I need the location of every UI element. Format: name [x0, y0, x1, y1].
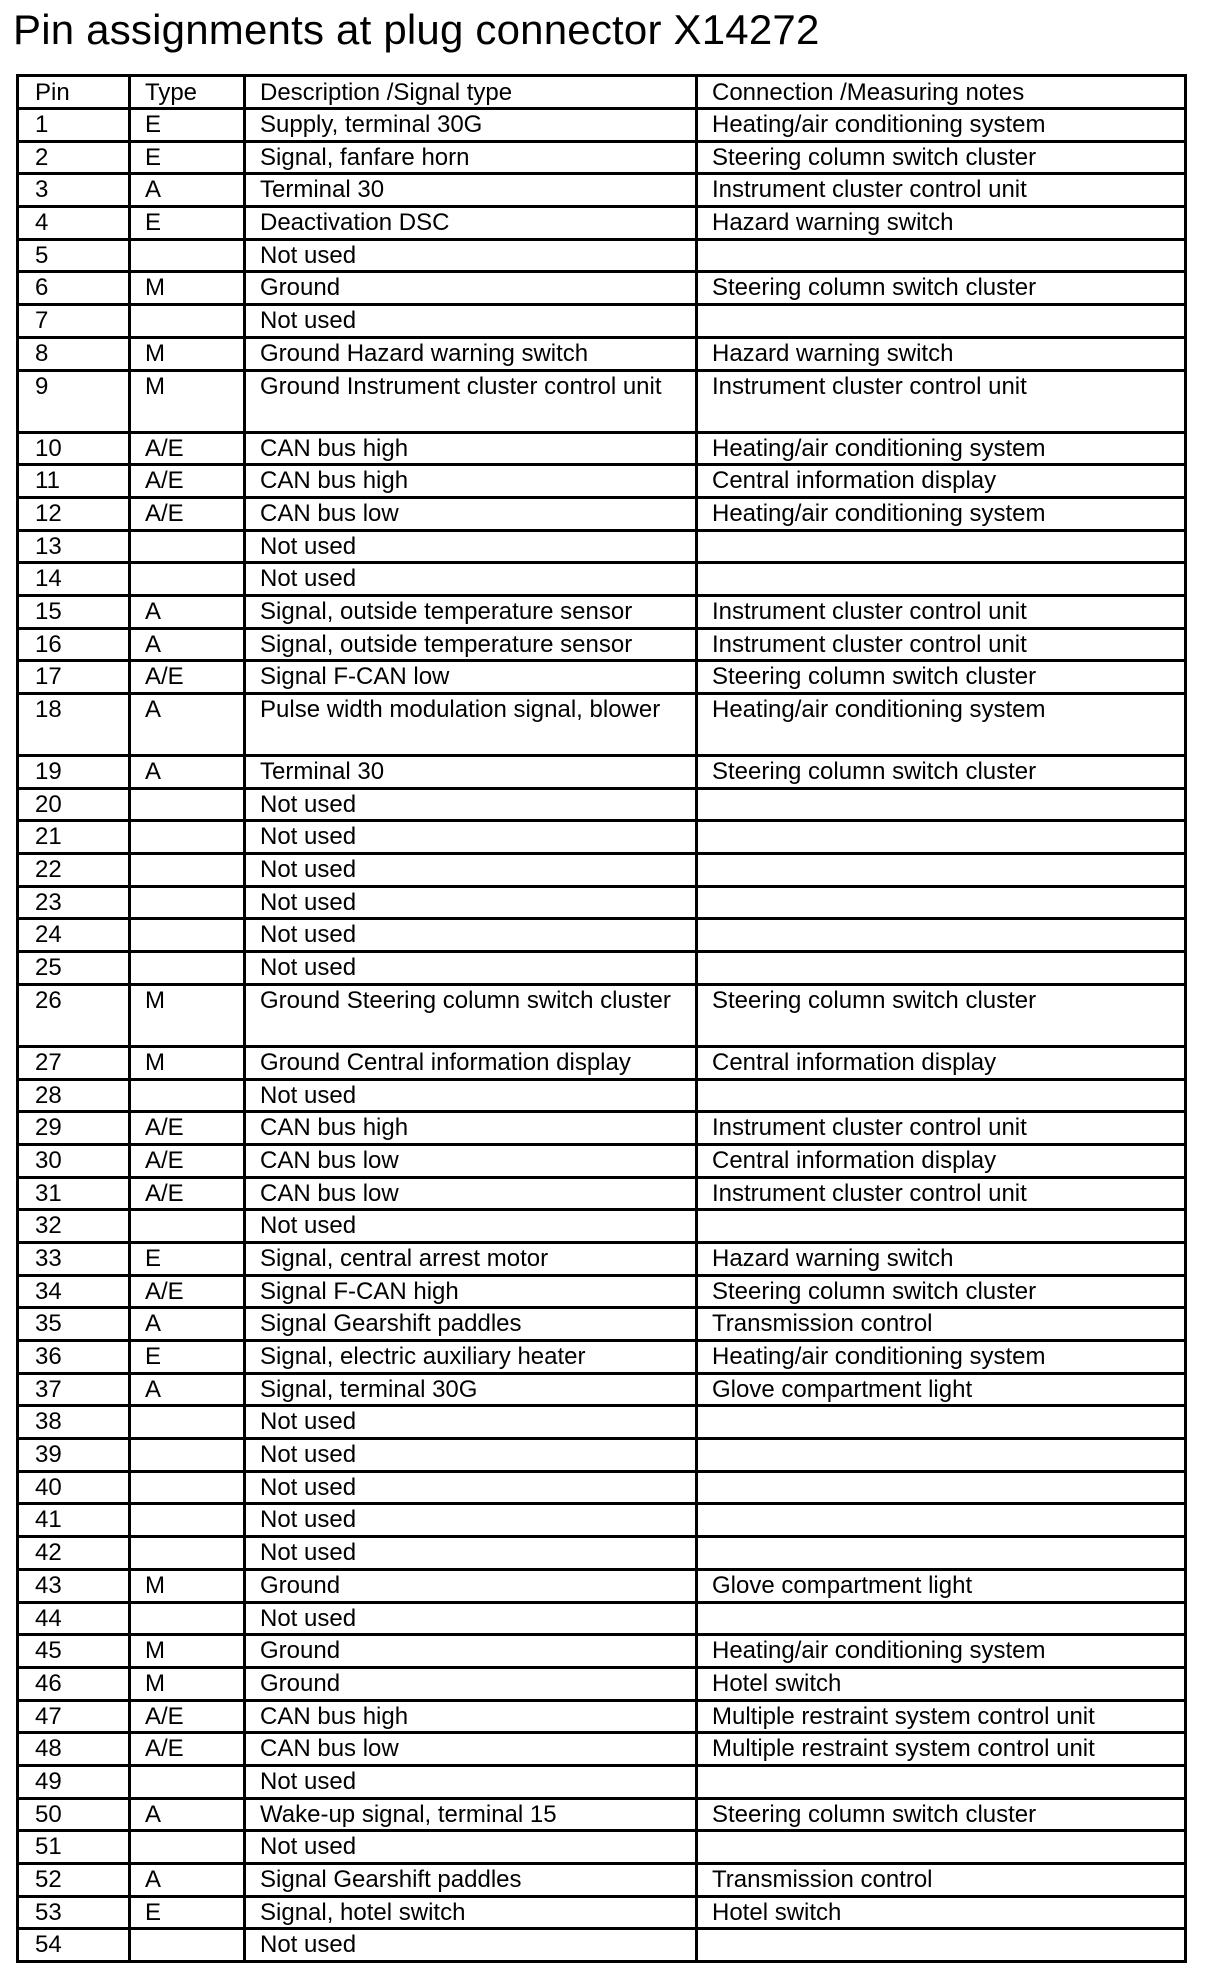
- table-row: [18, 984, 1186, 1046]
- cell-connection: Steering column switch cluster: [697, 1798, 1186, 1831]
- table-row: [18, 854, 1186, 887]
- cell-pin: 14: [18, 563, 130, 596]
- cell-connection: Glove compartment light: [697, 1373, 1186, 1406]
- cell-description: Terminal 30: [245, 756, 697, 789]
- cell-type: [130, 1504, 245, 1537]
- cell-pin: 28: [18, 1079, 130, 1112]
- cell-type: [130, 1406, 245, 1439]
- cell-connection: Glove compartment light: [697, 1569, 1186, 1602]
- column-header-description: Description /Signal type: [245, 76, 697, 109]
- cell-pin: 7: [18, 305, 130, 338]
- table-row: [18, 1275, 1186, 1308]
- cell-pin: 4: [18, 207, 130, 240]
- cell-pin: 3: [18, 174, 130, 207]
- cell-connection: [697, 1831, 1186, 1864]
- cell-connection: Instrument cluster control unit: [697, 628, 1186, 661]
- cell-description: Signal, fanfare horn: [245, 141, 697, 174]
- cell-connection: [697, 1602, 1186, 1635]
- cell-pin: 16: [18, 628, 130, 661]
- table-row: [18, 661, 1186, 694]
- table-row: [18, 919, 1186, 952]
- table-row: [18, 1177, 1186, 1210]
- cell-type: M: [130, 337, 245, 370]
- cell-connection: Central information display: [697, 1046, 1186, 1079]
- cell-type: E: [130, 207, 245, 240]
- cell-pin: 49: [18, 1765, 130, 1798]
- table-row: [18, 174, 1186, 207]
- cell-type: M: [130, 1569, 245, 1602]
- cell-connection: [697, 1929, 1186, 1962]
- cell-description: Not used: [245, 1471, 697, 1504]
- cell-pin: 11: [18, 465, 130, 498]
- cell-description: Not used: [245, 1079, 697, 1112]
- cell-connection: [697, 1765, 1186, 1798]
- cell-type: E: [130, 109, 245, 142]
- table-row: [18, 337, 1186, 370]
- pin-rows: [18, 109, 1186, 1962]
- cell-type: A: [130, 1373, 245, 1406]
- table-row: [18, 628, 1186, 661]
- cell-type: A/E: [130, 497, 245, 530]
- table-row: [18, 1537, 1186, 1570]
- cell-connection: Hazard warning switch: [697, 1242, 1186, 1275]
- cell-connection: [697, 1210, 1186, 1243]
- cell-connection: Instrument cluster control unit: [697, 595, 1186, 628]
- cell-type: A/E: [130, 1112, 245, 1145]
- cell-pin: 9: [18, 370, 130, 432]
- cell-description: Signal Gearshift paddles: [245, 1308, 697, 1341]
- table-row: [18, 1144, 1186, 1177]
- cell-type: M: [130, 1635, 245, 1668]
- cell-description: Not used: [245, 788, 697, 821]
- cell-connection: [697, 305, 1186, 338]
- cell-pin: 50: [18, 1798, 130, 1831]
- table-row: [18, 1569, 1186, 1602]
- cell-pin: 27: [18, 1046, 130, 1079]
- table-row: [18, 239, 1186, 272]
- table-row: [18, 1831, 1186, 1864]
- cell-type: M: [130, 1046, 245, 1079]
- cell-connection: Heating/air conditioning system: [697, 1635, 1186, 1668]
- cell-connection: [697, 952, 1186, 985]
- cell-description: Ground Steering column switch cluster: [245, 984, 697, 1046]
- cell-description: Signal F-CAN high: [245, 1275, 697, 1308]
- cell-connection: [697, 530, 1186, 563]
- table-header-row: [18, 76, 1186, 109]
- cell-connection: [697, 854, 1186, 887]
- cell-description: Not used: [245, 854, 697, 887]
- cell-description: CAN bus high: [245, 1700, 697, 1733]
- table-row: [18, 109, 1186, 142]
- cell-connection: [697, 1406, 1186, 1439]
- cell-connection: Steering column switch cluster: [697, 272, 1186, 305]
- cell-description: Not used: [245, 239, 697, 272]
- cell-connection: Multiple restraint system control unit: [697, 1700, 1186, 1733]
- cell-connection: [697, 886, 1186, 919]
- table-row: [18, 1308, 1186, 1341]
- cell-type: [130, 1831, 245, 1864]
- cell-type: A/E: [130, 661, 245, 694]
- cell-pin: 38: [18, 1406, 130, 1439]
- cell-pin: 20: [18, 788, 130, 821]
- cell-description: CAN bus high: [245, 432, 697, 465]
- cell-type: A/E: [130, 1177, 245, 1210]
- table-row: [18, 1112, 1186, 1145]
- cell-pin: 39: [18, 1439, 130, 1472]
- cell-type: [130, 1765, 245, 1798]
- cell-type: A/E: [130, 465, 245, 498]
- cell-pin: 26: [18, 984, 130, 1046]
- cell-pin: 35: [18, 1308, 130, 1341]
- cell-type: [130, 1602, 245, 1635]
- cell-connection: Heating/air conditioning system: [697, 432, 1186, 465]
- cell-pin: 21: [18, 821, 130, 854]
- cell-pin: 1: [18, 109, 130, 142]
- cell-type: [130, 886, 245, 919]
- cell-pin: 40: [18, 1471, 130, 1504]
- cell-description: Not used: [245, 919, 697, 952]
- cell-description: CAN bus low: [245, 497, 697, 530]
- cell-type: A: [130, 756, 245, 789]
- table-row: [18, 141, 1186, 174]
- cell-pin: 44: [18, 1602, 130, 1635]
- cell-type: [130, 530, 245, 563]
- cell-type: [130, 854, 245, 887]
- table-row: [18, 1635, 1186, 1668]
- cell-description: Ground: [245, 1635, 697, 1668]
- cell-pin: 5: [18, 239, 130, 272]
- cell-description: Not used: [245, 563, 697, 596]
- table-row: [18, 1864, 1186, 1897]
- cell-pin: 12: [18, 497, 130, 530]
- cell-connection: Steering column switch cluster: [697, 1275, 1186, 1308]
- cell-type: A/E: [130, 1144, 245, 1177]
- cell-type: [130, 821, 245, 854]
- table-row: [18, 530, 1186, 563]
- cell-pin: 24: [18, 919, 130, 952]
- cell-description: Ground: [245, 1569, 697, 1602]
- cell-pin: 23: [18, 886, 130, 919]
- cell-type: [130, 919, 245, 952]
- cell-type: E: [130, 1242, 245, 1275]
- cell-description: Ground: [245, 272, 697, 305]
- cell-description: Ground: [245, 1667, 697, 1700]
- cell-type: A/E: [130, 1700, 245, 1733]
- table-row: [18, 1798, 1186, 1831]
- cell-type: A: [130, 1864, 245, 1897]
- cell-pin: 22: [18, 854, 130, 887]
- cell-pin: 25: [18, 952, 130, 985]
- cell-description: Signal, outside temperature sensor: [245, 628, 697, 661]
- cell-description: Not used: [245, 1831, 697, 1864]
- cell-connection: Heating/air conditioning system: [697, 109, 1186, 142]
- cell-pin: 51: [18, 1831, 130, 1864]
- table-row: [18, 305, 1186, 338]
- cell-description: Pulse width modulation signal, blower: [245, 694, 697, 756]
- cell-description: Signal, outside temperature sensor: [245, 595, 697, 628]
- cell-description: Not used: [245, 821, 697, 854]
- cell-description: Deactivation DSC: [245, 207, 697, 240]
- cell-type: [130, 1471, 245, 1504]
- cell-connection: Hotel switch: [697, 1667, 1186, 1700]
- table-row: [18, 465, 1186, 498]
- cell-connection: Central information display: [697, 465, 1186, 498]
- cell-connection: [697, 788, 1186, 821]
- column-header-pin: Pin: [18, 76, 130, 109]
- cell-connection: [697, 1471, 1186, 1504]
- cell-description: Not used: [245, 1439, 697, 1472]
- cell-pin: 10: [18, 432, 130, 465]
- page-title: Pin assignments at plug connector X14272: [13, 6, 820, 53]
- cell-connection: [697, 563, 1186, 596]
- cell-connection: Instrument cluster control unit: [697, 174, 1186, 207]
- cell-type: E: [130, 141, 245, 174]
- cell-type: A: [130, 595, 245, 628]
- column-header-connection: Connection /Measuring notes: [697, 76, 1186, 109]
- cell-type: A: [130, 694, 245, 756]
- table-row: [18, 1242, 1186, 1275]
- cell-type: A: [130, 1308, 245, 1341]
- cell-description: Not used: [245, 1929, 697, 1962]
- cell-connection: Heating/air conditioning system: [697, 1341, 1186, 1374]
- cell-type: [130, 1537, 245, 1570]
- table-row: [18, 370, 1186, 432]
- cell-type: [130, 1439, 245, 1472]
- cell-pin: 42: [18, 1537, 130, 1570]
- table-row: [18, 497, 1186, 530]
- cell-type: M: [130, 370, 245, 432]
- cell-description: Not used: [245, 305, 697, 338]
- cell-pin: 33: [18, 1242, 130, 1275]
- cell-pin: 45: [18, 1635, 130, 1668]
- table-row: [18, 207, 1186, 240]
- cell-type: [130, 952, 245, 985]
- cell-description: Not used: [245, 1537, 697, 1570]
- pin-assignment-table: [16, 74, 1187, 1963]
- table-row: [18, 952, 1186, 985]
- cell-connection: Central information display: [697, 1144, 1186, 1177]
- table-row: [18, 1406, 1186, 1439]
- cell-pin: 53: [18, 1896, 130, 1929]
- table-row: [18, 1700, 1186, 1733]
- cell-connection: Steering column switch cluster: [697, 984, 1186, 1046]
- cell-type: [130, 563, 245, 596]
- cell-connection: Hotel switch: [697, 1896, 1186, 1929]
- cell-description: Signal, hotel switch: [245, 1896, 697, 1929]
- cell-connection: Instrument cluster control unit: [697, 1177, 1186, 1210]
- table-row: [18, 1373, 1186, 1406]
- cell-pin: 18: [18, 694, 130, 756]
- cell-description: CAN bus low: [245, 1144, 697, 1177]
- column-header-type: Type: [130, 76, 245, 109]
- cell-pin: 47: [18, 1700, 130, 1733]
- cell-description: Not used: [245, 952, 697, 985]
- cell-pin: 29: [18, 1112, 130, 1145]
- cell-type: [130, 1929, 245, 1962]
- cell-type: [130, 1079, 245, 1112]
- cell-connection: [697, 1504, 1186, 1537]
- cell-pin: 36: [18, 1341, 130, 1374]
- table-row: [18, 1210, 1186, 1243]
- cell-pin: 8: [18, 337, 130, 370]
- cell-type: [130, 1210, 245, 1243]
- table-row: [18, 1439, 1186, 1472]
- table-row: [18, 1667, 1186, 1700]
- table-row: [18, 1602, 1186, 1635]
- table-row: [18, 821, 1186, 854]
- table-row: [18, 432, 1186, 465]
- table-row: [18, 1079, 1186, 1112]
- cell-type: A/E: [130, 1733, 245, 1766]
- cell-connection: Heating/air conditioning system: [697, 694, 1186, 756]
- cell-connection: [697, 1537, 1186, 1570]
- cell-connection: Steering column switch cluster: [697, 756, 1186, 789]
- table-row: [18, 694, 1186, 756]
- cell-connection: Hazard warning switch: [697, 337, 1186, 370]
- cell-description: Not used: [245, 1504, 697, 1537]
- cell-type: M: [130, 1667, 245, 1700]
- cell-description: CAN bus high: [245, 1112, 697, 1145]
- cell-pin: 46: [18, 1667, 130, 1700]
- cell-type: [130, 239, 245, 272]
- table-row: [18, 595, 1186, 628]
- cell-description: Supply, terminal 30G: [245, 109, 697, 142]
- table-row: [18, 272, 1186, 305]
- cell-description: CAN bus low: [245, 1733, 697, 1766]
- table-row: [18, 1504, 1186, 1537]
- cell-type: M: [130, 272, 245, 305]
- cell-connection: Instrument cluster control unit: [697, 1112, 1186, 1145]
- cell-pin: 32: [18, 1210, 130, 1243]
- cell-connection: Hazard warning switch: [697, 207, 1186, 240]
- cell-description: Signal, terminal 30G: [245, 1373, 697, 1406]
- cell-pin: 43: [18, 1569, 130, 1602]
- table-row: [18, 1733, 1186, 1766]
- cell-description: Wake-up signal, terminal 15: [245, 1798, 697, 1831]
- cell-connection: Transmission control: [697, 1308, 1186, 1341]
- cell-pin: 48: [18, 1733, 130, 1766]
- cell-description: Not used: [245, 1210, 697, 1243]
- cell-type: E: [130, 1896, 245, 1929]
- cell-description: Not used: [245, 1602, 697, 1635]
- table-row: [18, 886, 1186, 919]
- cell-description: Not used: [245, 886, 697, 919]
- cell-description: Signal F-CAN low: [245, 661, 697, 694]
- cell-pin: 31: [18, 1177, 130, 1210]
- cell-description: Signal, central arrest motor: [245, 1242, 697, 1275]
- cell-connection: Steering column switch cluster: [697, 141, 1186, 174]
- cell-type: E: [130, 1341, 245, 1374]
- table-row: [18, 1765, 1186, 1798]
- cell-description: Not used: [245, 1765, 697, 1798]
- cell-description: Ground Hazard warning switch: [245, 337, 697, 370]
- cell-description: Not used: [245, 530, 697, 563]
- table-row: [18, 1046, 1186, 1079]
- cell-pin: 6: [18, 272, 130, 305]
- cell-pin: 34: [18, 1275, 130, 1308]
- cell-connection: [697, 239, 1186, 272]
- cell-connection: [697, 919, 1186, 952]
- cell-type: A: [130, 1798, 245, 1831]
- cell-pin: 37: [18, 1373, 130, 1406]
- cell-connection: Steering column switch cluster: [697, 661, 1186, 694]
- cell-connection: Multiple restraint system control unit: [697, 1733, 1186, 1766]
- cell-pin: 17: [18, 661, 130, 694]
- cell-connection: [697, 821, 1186, 854]
- cell-pin: 41: [18, 1504, 130, 1537]
- cell-type: A: [130, 174, 245, 207]
- cell-connection: [697, 1079, 1186, 1112]
- table-row: [18, 1896, 1186, 1929]
- cell-pin: 13: [18, 530, 130, 563]
- cell-type: [130, 788, 245, 821]
- cell-pin: 30: [18, 1144, 130, 1177]
- cell-description: Terminal 30: [245, 174, 697, 207]
- cell-description: Ground Central information display: [245, 1046, 697, 1079]
- cell-description: Not used: [245, 1406, 697, 1439]
- cell-type: [130, 305, 245, 338]
- cell-pin: 15: [18, 595, 130, 628]
- cell-type: A: [130, 628, 245, 661]
- cell-type: M: [130, 984, 245, 1046]
- table-row: [18, 563, 1186, 596]
- table-row: [18, 1341, 1186, 1374]
- cell-connection: Transmission control: [697, 1864, 1186, 1897]
- cell-description: Signal Gearshift paddles: [245, 1864, 697, 1897]
- cell-description: CAN bus low: [245, 1177, 697, 1210]
- cell-description: Ground Instrument cluster control unit: [245, 370, 697, 432]
- table-row: [18, 788, 1186, 821]
- cell-type: A/E: [130, 432, 245, 465]
- table-row: [18, 1471, 1186, 1504]
- cell-pin: 2: [18, 141, 130, 174]
- cell-connection: [697, 1439, 1186, 1472]
- table-row: [18, 1929, 1186, 1962]
- cell-pin: 52: [18, 1864, 130, 1897]
- cell-connection: Instrument cluster control unit: [697, 370, 1186, 432]
- cell-type: A/E: [130, 1275, 245, 1308]
- cell-pin: 54: [18, 1929, 130, 1962]
- cell-connection: Heating/air conditioning system: [697, 497, 1186, 530]
- cell-description: Signal, electric auxiliary heater: [245, 1341, 697, 1374]
- table-row: [18, 756, 1186, 789]
- cell-description: CAN bus high: [245, 465, 697, 498]
- cell-pin: 19: [18, 756, 130, 789]
